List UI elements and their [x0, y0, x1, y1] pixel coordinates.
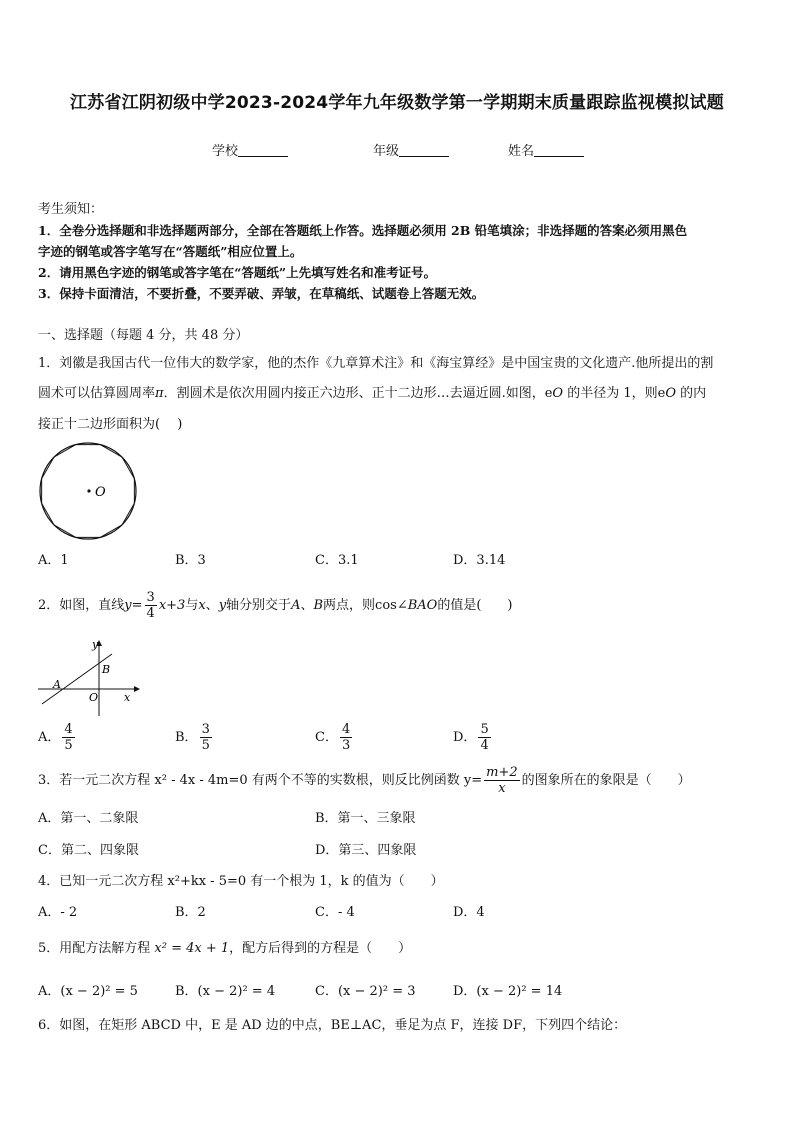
q1-option-b[interactable]: B．3	[175, 553, 206, 568]
label-y: y	[92, 638, 99, 651]
label-o: O	[89, 691, 99, 704]
notice-item: 3．保持卡面清洁，不要折叠，不要弄破、弄皱，在草稿纸、试题卷上答题无效。	[38, 286, 485, 301]
school-label: 学校	[212, 144, 239, 159]
q2-option-a[interactable]: A． $\frac{4}{5}$	[38, 722, 73, 753]
q1-line1: 1．刘徽是我国古代一位伟大的数学家，他的杰作《九章算术注》和《海宝算经》是中国宝贵的文化遗产.他所提出的割	[38, 356, 714, 371]
q4-option-a[interactable]: A．- 2	[38, 905, 78, 920]
q1-option-a[interactable]: A．1	[38, 553, 69, 568]
q2-option-d[interactable]: D． $\frac{5}{4}$	[453, 722, 489, 753]
q3-option-c[interactable]: C．第二、四象限	[38, 843, 139, 858]
q5-option-a[interactable]: A．(x − 2)² = 5	[38, 984, 138, 999]
center-dot	[87, 489, 90, 492]
school-blank[interactable]	[238, 144, 288, 157]
section-heading: 一、选择题（每题 4 分，共 48 分）	[38, 328, 249, 343]
q1-option-d[interactable]: D．3.14	[453, 553, 506, 568]
grade-label: 年级	[373, 144, 400, 159]
q6-stem: 6．如图，在矩形 ABCD 中，E 是 AD 边的中点，BE⊥AC，垂足为点 F，连接 DF，下列四个结论：	[38, 1018, 627, 1033]
q1-figure	[34, 440, 142, 548]
school-field[interactable]	[212, 140, 288, 159]
q3-stem: 3．若一元二次方程 x² - 4x - 4m=0 有两个不等的实数根，则反比例函数 y= $\frac{m+2}{x}$ 的图象所在的象限是（ ）	[38, 765, 691, 796]
q5-stem: 5．用配方法解方程 x² = 4x + 1，配方后得到的方程是（ ）	[38, 941, 412, 956]
notice-item: 2．请用黑色字迹的钢笔或答字笔在“答题纸”上先填写姓名和准考证号。	[38, 265, 437, 280]
q1-line2: 圆术可以估算圆周率π．割圆术是依次用圆内接正六边形、正十二边形…去逼近圆.如图，eO 的半径为 1，则eO 的内	[38, 386, 707, 401]
grade-field[interactable]	[373, 140, 449, 159]
grade-blank[interactable]	[399, 144, 449, 157]
notice-item: 1．全卷分选择题和非选择题两部分，全部在答题纸上作答。选择题必须用 2B 铅笔填涂；非选择题的答案必须用黑色	[38, 223, 688, 238]
notice-item: 字迹的钢笔或答字笔写在“答题纸”相应位置上。	[38, 244, 303, 259]
q2-figure	[34, 636, 144, 720]
q4-option-d[interactable]: D．4	[453, 905, 485, 920]
page-title: 江苏省江阴初级中学2023-2024学年九年级数学第一学期期末质量跟踪监视模拟试题	[70, 93, 724, 113]
q4-option-b[interactable]: B．2	[175, 905, 206, 920]
q4-stem: 4．已知一元二次方程 x²+kx - 5=0 有一个根为 1，k 的值为（ ）	[38, 874, 444, 889]
q1-option-c[interactable]: C．3.1	[315, 553, 359, 568]
q5-option-b[interactable]: B．(x − 2)² = 4	[175, 984, 276, 999]
q3-option-a[interactable]: A．第一、二象限	[38, 811, 139, 826]
q5-option-d[interactable]: D．(x − 2)² = 14	[453, 984, 563, 999]
q2-option-b[interactable]: B． $\frac{3}{5}$	[175, 722, 210, 753]
label-b: B	[102, 663, 111, 676]
q4-option-c[interactable]: C．- 4	[315, 905, 355, 920]
label-x: x	[124, 691, 131, 704]
name-blank[interactable]	[534, 144, 584, 157]
name-label: 姓名	[508, 144, 535, 159]
q5-option-c[interactable]: C．(x − 2)² = 3	[315, 984, 416, 999]
notice-heading: 考生须知：	[38, 202, 104, 217]
x-axis-arrow	[134, 686, 140, 692]
q2-stem: 2．如图，直线y= $\frac{3}{4}$ x+3与x、y轴分别交于A、B两点，则cos∠BAO的值是( )	[38, 590, 513, 621]
q2-option-c[interactable]: C． $\frac{4}{3}$	[315, 722, 351, 753]
q1-line3: 接正十二边形面积为( )	[38, 417, 183, 432]
label-a: A	[53, 678, 61, 691]
center-label: O	[95, 485, 106, 500]
name-field[interactable]	[508, 140, 584, 159]
q3-option-b[interactable]: B．第一、三象限	[315, 811, 416, 826]
q3-option-d[interactable]: D．第三、四象限	[315, 843, 417, 858]
